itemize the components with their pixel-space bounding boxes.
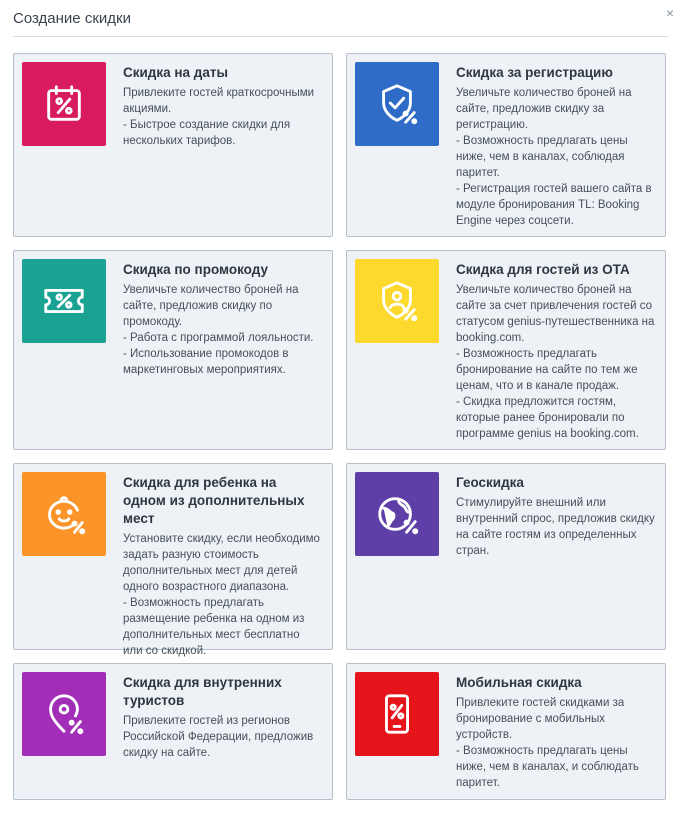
card-title: Мобильная скидка — [456, 675, 582, 690]
card-description: Увеличьте количество броней на сайте, предложив скидку по промокоду. - Работа с программой лояльности. - Использование промокодов в маркетинговых мероприятиях. — [123, 284, 314, 376]
discount-card-mobile[interactable] — [346, 663, 666, 800]
card-icon-box — [355, 672, 439, 756]
card-description: Стимулируйте внешний или внутренний спрос, предложив скидку на сайте гостям из определенных стран. — [456, 497, 655, 557]
card-icon-box — [22, 472, 106, 556]
discount-card-child[interactable] — [13, 463, 333, 657]
discount-card-registration[interactable] — [346, 53, 666, 237]
discount-card-geo[interactable] — [346, 463, 666, 650]
card-title: Скидка для ребенка на одном из дополнительных мест — [123, 475, 305, 526]
card-title: Скидка по промокоду — [123, 262, 268, 277]
dialog-title: Создание скидки — [13, 10, 131, 27]
card-icon-box — [22, 672, 106, 756]
card-title: Скидка на даты — [123, 65, 229, 80]
card-description: Привлеките гостей скидками за бронирование с мобильных устройств. - Возможность предлагать цены ниже, чем в каналах, и соблюдать паритет. — [456, 697, 639, 789]
card-title: Скидка за регистрацию — [456, 65, 613, 80]
close-icon[interactable]: × — [665, 5, 674, 21]
card-icon-box — [22, 62, 106, 146]
discount-card-dates[interactable] — [13, 53, 333, 237]
ticket-percent-icon — [41, 278, 87, 324]
card-icon-box — [355, 62, 439, 146]
card-title: Скидка для гостей из ОТА — [456, 262, 630, 277]
card-icon-box — [355, 259, 439, 343]
map-pin-percent-icon — [41, 691, 87, 737]
discount-card-ota[interactable] — [346, 250, 666, 450]
card-description: Увеличьте количество броней на сайте, предложив скидку за регистрацию. - Возможность предлагать цены ниже, чем в каналах, соблюдая паритет. - Регистрация гостей вашего сайта в модуле бронирования TL: Booking Engine через соцсети. — [456, 87, 652, 227]
card-description: Привлеките гостей из регионов Российской Федерации, предложив скидку на сайте. — [123, 715, 314, 759]
dialog-header — [13, 0, 674, 37]
card-title: Скидка для внутренних туристов — [123, 675, 282, 708]
baby-face-percent-icon — [41, 491, 87, 537]
card-description: Установите скидку, если необходимо задать разную стоимость дополнительных мест для детей одного возрастного диапазона. - Возможность предлагать размещение ребенка на одном из дополнительных мест бесплатно или со скидкой. — [123, 533, 320, 657]
card-description: Увеличьте количество броней на сайте за счет привлечения гостей со статусом genius-путешественника на booking.com. - Возможность предлагать бронирование на сайте по тем же ценам, что и в канале продаж. - Скидка предложится гостям, которые ранее бронировали по программе genius на booking.com. — [456, 284, 655, 440]
calendar-percent-icon — [41, 81, 87, 127]
card-icon-box — [22, 259, 106, 343]
shield-check-percent-icon — [374, 81, 420, 127]
card-icon-box — [355, 472, 439, 556]
card-title: Геоскидка — [456, 475, 524, 490]
discount-card-promocode[interactable] — [13, 250, 333, 450]
card-description: Привлеките гостей краткосрочными акциями. - Быстрое создание скидки для нескольких тарифов. — [123, 87, 315, 147]
mobile-percent-icon — [374, 691, 420, 737]
discount-card-domestic[interactable] — [13, 663, 333, 800]
discount-type-grid — [13, 53, 666, 800]
shield-user-percent-icon — [374, 278, 420, 324]
globe-percent-icon — [374, 491, 420, 537]
